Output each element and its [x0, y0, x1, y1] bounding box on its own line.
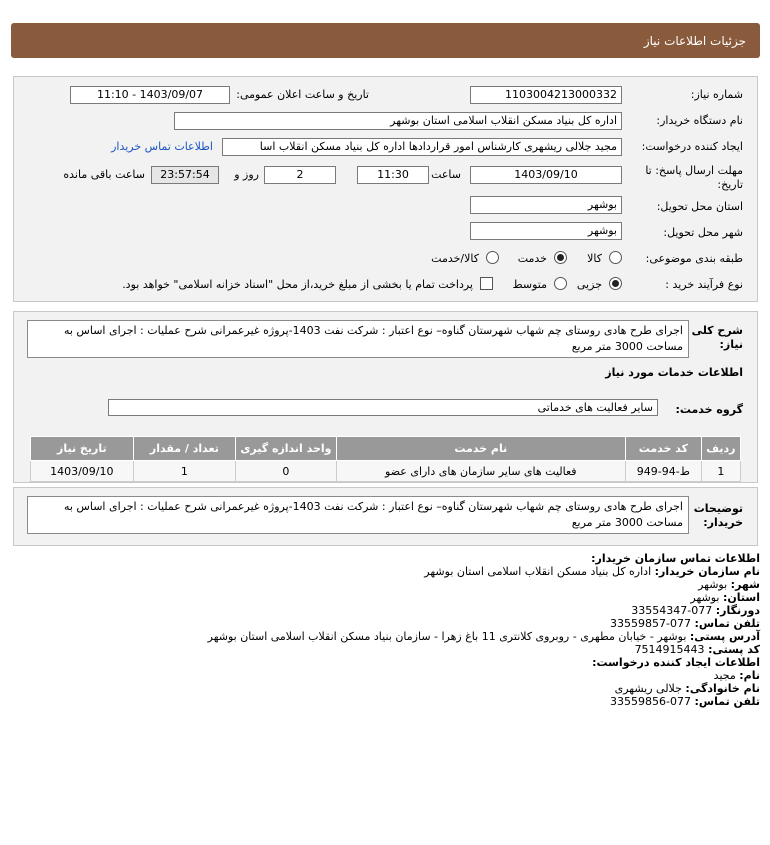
contact-info: [10, 552, 760, 708]
services-table-header: [31, 437, 741, 461]
phone-label: تلفن تماس:: [694, 617, 760, 630]
need-info-panel: [13, 76, 758, 302]
buyer-notes-text: اجرای طرح هادی روستای چم شهاب شهرستان گناوه– نوع اعتبار : شرکت نفت 1403-پروژه غیرعمرانی شرح عملیات : اجرای اساس به مساحت 3000 متر مربع: [27, 496, 689, 534]
category-radio-goods-service[interactable]: [486, 251, 499, 264]
creator-info-title: اطلاعات ایجاد کننده درخواست:: [592, 656, 760, 669]
category-option-goods: کالا: [587, 252, 602, 265]
cell-need-date: 1403/09/10: [31, 461, 134, 482]
table-row[interactable]: [31, 461, 741, 482]
fax-label: دورنگار:: [715, 604, 760, 617]
address-value: بوشهر - خیابان مطهری - روبروی کلانتری 11 باغ زهرا - سازمان بنیاد مسکن انقلاب اسلامی استان بوشهر: [207, 630, 687, 643]
last-name-label: نام خانوادگی:: [685, 682, 760, 695]
contact-city-label: شهر:: [730, 578, 760, 591]
postal-row: [10, 643, 760, 656]
contact-province-value: بوشهر: [690, 591, 720, 604]
city-field[interactable]: بوشهر: [470, 222, 622, 240]
creator-phone-label: تلفن تماس:: [694, 695, 760, 708]
col-row-number: ردیف: [701, 437, 740, 461]
cell-unit: 0: [236, 461, 337, 482]
org-name-row: [10, 565, 760, 578]
category-option-service: خدمت: [517, 252, 547, 265]
col-quantity: تعداد / مقدار: [133, 437, 236, 461]
category-option-goods-service: کالا/خدمت: [431, 252, 479, 265]
need-number-field[interactable]: 1103004213000332: [470, 86, 622, 104]
contact-city-value: بوشهر: [698, 578, 728, 591]
address-row: [10, 630, 760, 643]
cell-service-name: فعالیت های سایر سازمان های دارای عضو: [336, 461, 625, 482]
fax-row: [10, 604, 760, 617]
phone-row: [10, 617, 760, 630]
summary-text: اجرای طرح هادی روستای چم شهاب شهرستان گناوه– نوع اعتبار : شرکت نفت 1403-پروژه غیرعمرانی شرح عملیات : اجرای اساس به مساحت 3000 متر مربع: [27, 320, 689, 358]
first-name-row: [10, 669, 760, 682]
buyer-contact-link[interactable]: اطلاعات تماس خریدار: [111, 140, 213, 153]
last-name-value: جلالی ریشهری: [614, 682, 682, 695]
treasury-note: پرداخت تمام یا بخشی از مبلغ خرید،از محل "اسناد خزانه اسلامی" خواهد بود.: [122, 278, 473, 291]
buyer-notes-panel: [13, 487, 758, 546]
deadline-label: مهلت ارسال پاسخ: تا: [645, 164, 743, 177]
page-title: جزئیات اطلاعات نیاز: [643, 33, 746, 48]
col-service-name: نام خدمت: [336, 437, 625, 461]
org-name-label: نام سازمان خریدار:: [654, 565, 760, 578]
postal-label: کد پستی:: [708, 643, 760, 656]
remaining-time-field: 23:57:54: [151, 166, 219, 184]
buyer-notes-label-2: خریدار:: [703, 516, 743, 529]
deadline-date-field[interactable]: 1403/09/10: [470, 166, 622, 184]
province-label: استان محل تحویل:: [656, 200, 743, 213]
process-option-medium: متوسط: [512, 278, 547, 291]
deadline-time-label: ساعت: [431, 168, 461, 181]
cell-quantity: 1: [133, 461, 236, 482]
first-name-value: مجید: [713, 669, 736, 682]
buyer-notes-label: توضیحات: [693, 502, 743, 515]
summary-label-2: نیاز:: [719, 338, 743, 351]
services-table: [30, 436, 741, 482]
remaining-label: ساعت باقی مانده: [63, 168, 145, 181]
contact-title: اطلاعات تماس سازمان خریدار:: [591, 552, 760, 565]
treasury-checkbox[interactable]: [480, 277, 493, 290]
phone-value: 077-33559857: [610, 617, 692, 630]
cell-row-number: 1: [701, 461, 740, 482]
city-label: شهر محل تحویل:: [663, 226, 743, 239]
service-group-field[interactable]: سایر فعالیت های خدماتی: [108, 399, 658, 416]
creator-field[interactable]: مجید جلالی ریشهری کارشناس امور قراردادها اداره کل بنیاد مسکن انقلاب اسا: [222, 138, 622, 156]
last-name-row: [10, 682, 760, 695]
creator-phone-row: [10, 695, 760, 708]
service-group-label: گروه خدمت:: [675, 403, 743, 416]
col-service-code: کد خدمت: [625, 437, 701, 461]
province-row: [10, 591, 760, 604]
first-name-label: نام:: [739, 669, 760, 682]
announce-field[interactable]: 1403/09/07 - 11:10: [70, 86, 230, 104]
col-unit: واحد اندازه گیری: [236, 437, 337, 461]
days-field[interactable]: 2: [264, 166, 336, 184]
category-radio-goods[interactable]: [609, 251, 622, 264]
services-title: اطلاعات خدمات مورد نیاز: [605, 366, 743, 379]
org-name-value: اداره کل بنیاد مسکن انقلاب اسلامی استان بوشهر: [424, 565, 652, 578]
deadline-time-field[interactable]: 11:30: [357, 166, 429, 184]
announce-label: تاریخ و ساعت اعلان عمومی:: [236, 88, 369, 101]
process-option-minor: جزیی: [576, 278, 602, 291]
deadline-label-date: تاریخ:: [717, 178, 743, 191]
process-radio-medium[interactable]: [554, 277, 567, 290]
services-panel: [13, 311, 758, 483]
process-radio-minor[interactable]: [609, 277, 622, 290]
province-field[interactable]: بوشهر: [470, 196, 622, 214]
contact-title-row: [10, 552, 760, 565]
creator-label: ایجاد کننده درخواست:: [641, 140, 743, 153]
days-label: روز و: [234, 168, 259, 181]
address-label: آدرس پستی:: [689, 630, 760, 643]
city-row: [10, 578, 760, 591]
col-need-date: تاریخ نیاز: [31, 437, 134, 461]
fax-value: 077-33554347: [631, 604, 713, 617]
postal-value: 7514915443: [634, 643, 705, 656]
process-label: نوع فرآیند خرید :: [665, 278, 743, 291]
cell-service-code: ط-94-949: [625, 461, 701, 482]
buyer-org-label: نام دستگاه خریدار:: [656, 114, 743, 127]
category-radio-service[interactable]: [554, 251, 567, 264]
creator-title-row: [10, 656, 760, 669]
creator-phone-value: 077-33559856: [610, 695, 692, 708]
need-number-label: شماره نیاز:: [690, 88, 743, 101]
buyer-org-field[interactable]: اداره کل بنیاد مسکن انقلاب اسلامی استان بوشهر: [174, 112, 622, 130]
category-label: طبقه بندی موضوعی:: [645, 252, 743, 265]
contact-province-label: استان:: [723, 591, 760, 604]
page-header: [11, 23, 760, 58]
summary-label: شرح کلی: [691, 324, 743, 337]
